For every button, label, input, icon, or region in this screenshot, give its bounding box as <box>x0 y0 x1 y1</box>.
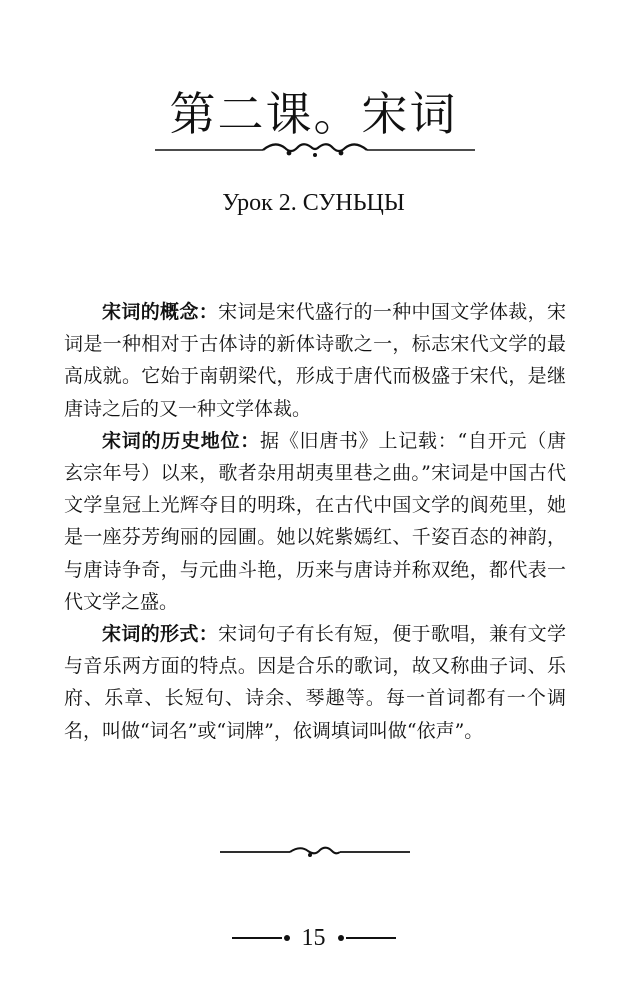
page-footer <box>0 923 627 953</box>
paragraph-text: 宋词句子有长有短，便于歌唱，兼有文学与音乐两方面的特点。因是合乐的歌词，故又称曲子词、乐府、乐章、长短句、诗余、琴趣等。每一首词都有一个调名，叫做“词名”或“词牌”，依调填词叫做“依声”。 <box>64 623 566 742</box>
footer-dot-right <box>338 935 344 941</box>
lesson-subtitle: Урок 2. СУНЬЦЫ <box>222 190 405 216</box>
lesson-title: 第二课。宋词 <box>169 87 458 141</box>
paragraph-text: 据《旧唐书》上记载：“自开元（唐玄宗年号）以来，歌者杂用胡夷里巷之曲。”宋词是中国古代文学皇冠上光辉夺目的明珠，在古代中国文学的阆苑里，她是一座芬芳绚丽的园圃。她以姹紫嫣红、千姿百态的神韵，与唐诗争奇，与元曲斗艳，历来与唐诗并称双绝，都代表一代文学之盛。 <box>64 429 566 613</box>
paragraph-term: 宋词的形式： <box>102 623 219 646</box>
footer-rule-left <box>232 937 282 939</box>
paragraph-form <box>64 618 566 747</box>
footer-dot-left <box>284 935 290 941</box>
paragraph-term: 宋词的历史地位： <box>102 429 261 452</box>
footer-rule-right <box>346 937 396 939</box>
paragraph-term: 宋词的概念： <box>102 301 219 323</box>
top-ornament <box>155 138 475 162</box>
page-number: 15 <box>301 924 326 951</box>
paragraph-concept <box>64 296 566 425</box>
paragraph-text: 宋词是宋代盛行的一种中国文学体裁，宋词是一种相对于古体诗的新体诗歌之一，标志宋代文学的最高成就。它始于南朝梁代，形成于唐代而极盛于宋代，是继唐诗之后的又一种文学体裁。 <box>64 301 566 420</box>
bottom-ornament <box>220 842 410 862</box>
paragraph-history <box>64 425 566 618</box>
lesson-body <box>64 296 566 747</box>
